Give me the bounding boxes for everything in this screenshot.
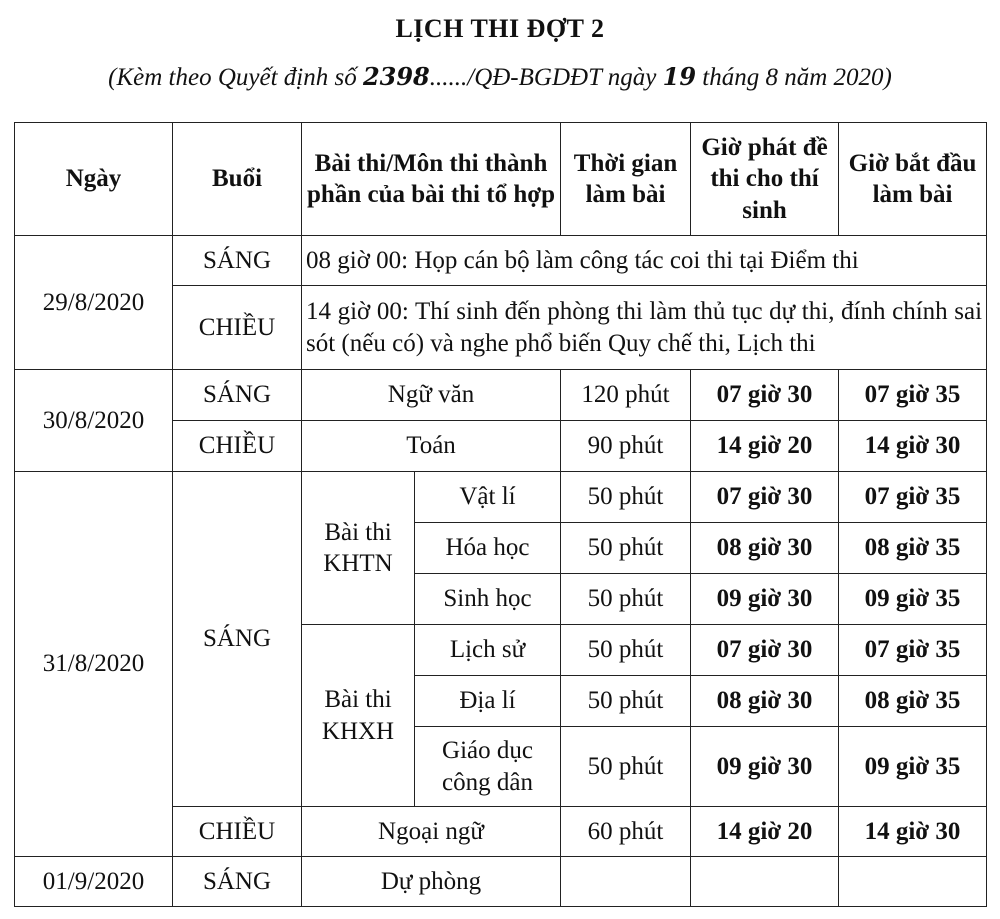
- subject-cell: Địa lí: [415, 676, 561, 727]
- session-cell: SÁNG: [173, 472, 302, 807]
- exam-schedule-table: [14, 122, 987, 907]
- hand-out-time-cell: 14 giờ 20: [691, 807, 839, 857]
- start-time-cell: 08 giờ 35: [839, 523, 987, 574]
- subject-cell: Hóa học: [415, 523, 561, 574]
- hand-out-time-cell: 08 giờ 30: [691, 523, 839, 574]
- page-title: LỊCH THI ĐỢT 2: [395, 14, 605, 43]
- hand-out-time-cell: 09 giờ 30: [691, 574, 839, 625]
- hand-out-time-cell: 14 giờ 20: [691, 421, 839, 472]
- header-row: [15, 123, 987, 236]
- note-cell: 14 giờ 00: Thí sinh đến phòng thi làm thủ tục dự thi, đính chính sai sót (nếu có) và nghe phổ biến Quy chế thi, Lịch thi: [302, 286, 987, 370]
- duration-cell: 50 phút: [561, 625, 691, 676]
- subject-cell: Ngữ văn: [302, 370, 561, 421]
- duration-cell: 50 phút: [561, 472, 691, 523]
- header-session: Buổi: [173, 123, 302, 236]
- start-time-cell: 07 giờ 35: [839, 370, 987, 421]
- date-cell: 01/9/2020: [15, 857, 173, 907]
- hand-out-time-cell: 09 giờ 30: [691, 727, 839, 807]
- duration-cell: 50 phút: [561, 727, 691, 807]
- note-cell: 08 giờ 00: Họp cán bộ làm công tác coi thi tại Điểm thi: [302, 236, 987, 286]
- start-time-cell: 08 giờ 35: [839, 676, 987, 727]
- subject-cell: Ngoại ngữ: [302, 807, 561, 857]
- table-row: [15, 857, 987, 907]
- date-cell: 30/8/2020: [15, 370, 173, 472]
- start-time-cell: 09 giờ 35: [839, 727, 987, 807]
- header-date: Ngày: [15, 123, 173, 236]
- hand-out-time-cell: 07 giờ 30: [691, 472, 839, 523]
- handwritten-decision-number: 2398: [362, 62, 430, 91]
- duration-cell: 120 phút: [561, 370, 691, 421]
- hand-out-time-cell: 07 giờ 30: [691, 370, 839, 421]
- subject-cell: Dự phòng: [302, 857, 561, 907]
- header-subject: Bài thi/Môn thi thành phần của bài thi tổ hợp: [302, 123, 561, 236]
- session-cell: CHIỀU: [173, 286, 302, 370]
- group-cell-khxh: Bài thi KHXH: [302, 625, 415, 807]
- session-cell: CHIỀU: [173, 807, 302, 857]
- subject-cell: Vật lí: [415, 472, 561, 523]
- subject-cell: Lịch sử: [415, 625, 561, 676]
- duration-cell: [561, 857, 691, 907]
- table-row: [15, 472, 987, 523]
- subtitle-suffix: tháng 8 năm 2020): [696, 64, 892, 91]
- start-time-cell: 07 giờ 35: [839, 472, 987, 523]
- subtitle-prefix: (Kèm theo Quyết định số: [108, 64, 363, 91]
- duration-cell: 60 phút: [561, 807, 691, 857]
- duration-cell: 50 phút: [561, 676, 691, 727]
- hand-out-time-cell: [691, 857, 839, 907]
- start-time-cell: 14 giờ 30: [839, 807, 987, 857]
- decision-reference: [0, 62, 1000, 92]
- date-cell: 31/8/2020: [15, 472, 173, 857]
- table-row: [15, 370, 987, 421]
- table-row: [15, 236, 987, 286]
- start-time-cell: 07 giờ 35: [839, 625, 987, 676]
- session-cell: SÁNG: [173, 857, 302, 907]
- session-cell: SÁNG: [173, 370, 302, 421]
- duration-cell: 90 phút: [561, 421, 691, 472]
- subject-cell: Giáo dục công dân: [415, 727, 561, 807]
- header-hand-out-time: Giờ phát đề thi cho thí sinh: [691, 123, 839, 236]
- hand-out-time-cell: 08 giờ 30: [691, 676, 839, 727]
- subject-cell: Toán: [302, 421, 561, 472]
- date-cell: 29/8/2020: [15, 236, 173, 370]
- start-time-cell: 14 giờ 30: [839, 421, 987, 472]
- subject-cell: Sinh học: [415, 574, 561, 625]
- start-time-cell: 09 giờ 35: [839, 574, 987, 625]
- start-time-cell: [839, 857, 987, 907]
- session-cell: SÁNG: [173, 236, 302, 286]
- duration-cell: 50 phút: [561, 574, 691, 625]
- subtitle-middle: ....../QĐ-BGDĐT ngày: [429, 64, 663, 91]
- duration-cell: 50 phút: [561, 523, 691, 574]
- handwritten-day: 19: [662, 62, 697, 91]
- header-duration: Thời gian làm bài: [561, 123, 691, 236]
- session-cell: CHIỀU: [173, 421, 302, 472]
- hand-out-time-cell: 07 giờ 30: [691, 625, 839, 676]
- header-start-time: Giờ bắt đầu làm bài: [839, 123, 987, 236]
- group-cell-khtn: Bài thi KHTN: [302, 472, 415, 625]
